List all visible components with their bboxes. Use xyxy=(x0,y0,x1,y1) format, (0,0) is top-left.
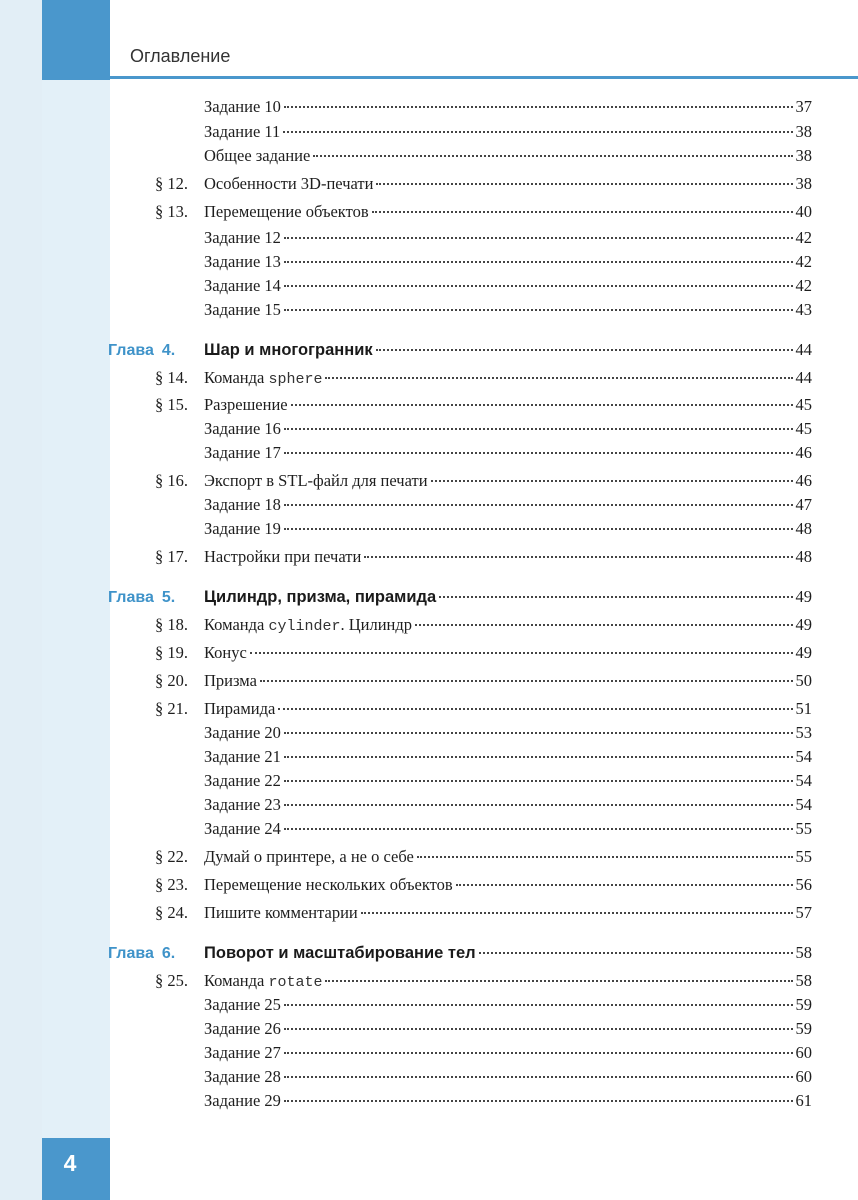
dot-leader xyxy=(431,480,793,482)
entry-title xyxy=(204,746,281,768)
entry-title-text: Шар и многогранник xyxy=(204,341,373,359)
entry-title-text: Задание 27 xyxy=(204,1043,281,1062)
dot-leader xyxy=(291,404,793,406)
page-ref: 42 xyxy=(795,228,812,247)
dot-leader xyxy=(278,708,792,710)
toc-chapter-entry[interactable] xyxy=(108,942,812,964)
dot-leader xyxy=(284,804,793,806)
code-keyword: rotate xyxy=(268,974,323,991)
entry-title-text: Задание 20 xyxy=(204,723,281,742)
toc-section-entry[interactable] xyxy=(155,970,812,992)
toc-task-entry[interactable] xyxy=(204,494,812,516)
entry-title-text: Конус xyxy=(204,643,247,662)
toc-task-entry[interactable] xyxy=(204,251,812,273)
entry-title-text: Задание 14 xyxy=(204,276,281,295)
page-ref: 43 xyxy=(795,300,812,319)
dot-leader xyxy=(284,828,793,830)
toc-task-entry[interactable] xyxy=(204,1066,812,1088)
toc-task-entry[interactable] xyxy=(204,227,812,249)
dot-leader xyxy=(479,952,793,954)
page-ref: 57 xyxy=(795,903,812,922)
dot-leader xyxy=(284,1100,793,1102)
chapter-word: Глава xyxy=(108,945,154,962)
page-ref: 42 xyxy=(795,252,812,271)
page-number: 4 xyxy=(63,1150,77,1176)
entry-title-text: Особенности 3D-печати xyxy=(204,174,374,193)
chapter-number: 4. xyxy=(161,342,176,359)
toc-section-entry[interactable] xyxy=(155,698,812,720)
page-ref: 45 xyxy=(795,395,812,414)
entry-title xyxy=(204,614,412,638)
dot-leader xyxy=(284,237,793,239)
entry-title-text: Задание 28 xyxy=(204,1067,281,1086)
toc-task-entry[interactable] xyxy=(204,794,812,816)
toc-task-entry[interactable] xyxy=(204,722,812,744)
entry-title xyxy=(204,518,281,540)
toc-section-entry[interactable] xyxy=(155,201,812,223)
entry-title-text: Задание 11 xyxy=(204,122,281,141)
entry-title-text: Перемещение объектов xyxy=(204,202,369,221)
entry-title-text: Команда xyxy=(204,615,265,634)
entry-title xyxy=(204,418,281,440)
entry-title xyxy=(204,121,280,143)
entry-title xyxy=(204,942,476,964)
entry-title-text: Задание 24 xyxy=(204,819,281,838)
page-ref: 38 xyxy=(795,122,812,141)
toc-section-entry[interactable] xyxy=(155,470,812,492)
entry-title-text: Задание 25 xyxy=(204,995,281,1014)
page-ref: 51 xyxy=(795,699,812,718)
page-ref: 56 xyxy=(795,875,812,894)
entry-title-text: Задание 16 xyxy=(204,419,281,438)
entry-title xyxy=(204,339,373,361)
entry-title xyxy=(204,546,361,568)
page-ref: 44 xyxy=(795,368,812,387)
entry-title xyxy=(204,201,369,223)
page-ref: 60 xyxy=(795,1067,812,1086)
dot-leader xyxy=(250,652,793,654)
entry-title xyxy=(204,642,247,664)
entry-title xyxy=(204,1090,281,1112)
dot-leader xyxy=(284,1028,793,1030)
dot-leader xyxy=(284,732,793,734)
dot-leader xyxy=(284,528,793,530)
page-ref: 58 xyxy=(795,943,812,962)
toc-task-entry[interactable] xyxy=(204,275,812,297)
chapter-label xyxy=(108,943,204,965)
toc-task-entry[interactable] xyxy=(204,1090,812,1112)
dot-leader xyxy=(325,377,792,379)
dot-leader xyxy=(361,912,793,914)
page-ref: 48 xyxy=(795,547,812,566)
toc-section-entry[interactable] xyxy=(155,874,812,896)
entry-title xyxy=(204,145,310,167)
toc-task-entry[interactable] xyxy=(204,1042,812,1064)
page-ref: 54 xyxy=(795,795,812,814)
section-mark: § 17. xyxy=(155,547,188,566)
entry-title xyxy=(204,846,414,868)
page-ref: 54 xyxy=(795,747,812,766)
toc-section-entry[interactable] xyxy=(155,846,812,868)
entry-title-text: Задание 13 xyxy=(204,252,281,271)
page-ref: 47 xyxy=(795,495,812,514)
page-ref: 55 xyxy=(795,847,812,866)
page-ref: 54 xyxy=(795,771,812,790)
dot-leader xyxy=(372,211,793,213)
dot-leader xyxy=(284,780,793,782)
entry-title-text: Задание 17 xyxy=(204,443,281,462)
dot-leader xyxy=(456,884,793,886)
entry-title-text: Задание 26 xyxy=(204,1019,281,1038)
page-ref: 58 xyxy=(795,971,812,990)
entry-title-text: Задание 18 xyxy=(204,495,281,514)
page-ref: 59 xyxy=(795,995,812,1014)
entry-title-suffix: . Цилиндр xyxy=(340,615,413,634)
toc-task-entry[interactable] xyxy=(204,818,812,840)
code-keyword: sphere xyxy=(268,371,323,388)
entry-title-text: Задание 10 xyxy=(204,97,281,116)
entry-title xyxy=(204,1042,281,1064)
entry-title xyxy=(204,994,281,1016)
entry-title-text: Задание 21 xyxy=(204,747,281,766)
page-ref: 40 xyxy=(795,202,812,221)
entry-title-text: Задание 22 xyxy=(204,771,281,790)
section-mark: § 23. xyxy=(155,875,188,894)
entry-title xyxy=(204,818,281,840)
page-ref: 42 xyxy=(795,276,812,295)
chapter-number: 6. xyxy=(161,945,176,962)
dot-leader xyxy=(284,1076,793,1078)
toc-section-entry[interactable] xyxy=(155,902,812,924)
entry-title-text: Общее задание xyxy=(204,146,311,165)
dot-leader xyxy=(284,428,793,430)
section-mark: § 19. xyxy=(155,643,188,662)
toc-section-entry[interactable] xyxy=(155,173,812,195)
entry-title-text: Задание 19 xyxy=(204,519,281,538)
page-ref: 45 xyxy=(795,419,812,438)
toc-chapter-entry[interactable] xyxy=(108,586,812,608)
section-mark: § 22. xyxy=(155,847,188,866)
dot-leader xyxy=(417,856,793,858)
page-ref: 37 xyxy=(795,97,812,116)
dot-leader xyxy=(284,285,793,287)
page-ref: 61 xyxy=(795,1091,812,1110)
toc-task-entry[interactable] xyxy=(204,994,812,1016)
page-ref: 44 xyxy=(795,340,812,359)
section-mark: § 21. xyxy=(155,699,188,718)
entry-title xyxy=(204,770,281,792)
entry-title-text: Задание 12 xyxy=(204,228,281,247)
entry-title xyxy=(204,173,373,195)
entry-title-text: Задание 29 xyxy=(204,1091,281,1110)
entry-title xyxy=(204,96,281,118)
entry-title-text: Разрешение xyxy=(204,395,288,414)
chapter-word: Глава xyxy=(108,589,154,606)
entry-title xyxy=(204,874,453,896)
entry-title-text: Экспорт в STL-файл для печати xyxy=(204,471,428,490)
dot-leader xyxy=(284,261,793,263)
section-mark: § 18. xyxy=(155,615,188,634)
entry-title-text: Перемещение нескольких объектов xyxy=(204,875,453,894)
dot-leader xyxy=(325,980,792,982)
section-mark: § 15. xyxy=(155,395,188,414)
entry-title-text: Цилиндр, призма, пирамида xyxy=(204,588,437,606)
page-ref: 46 xyxy=(795,443,812,462)
entry-title xyxy=(204,586,436,608)
dot-leader xyxy=(284,756,793,758)
dot-leader xyxy=(376,349,793,351)
entry-title-text: Призма xyxy=(204,671,257,690)
entry-title-text: Пирамида xyxy=(204,699,276,718)
entry-title xyxy=(204,367,322,391)
toc-task-entry[interactable] xyxy=(204,518,812,540)
toc-section-entry[interactable] xyxy=(155,546,812,568)
page-ref: 46 xyxy=(795,471,812,490)
dot-leader xyxy=(284,504,793,506)
entry-title-text: Настройки при печати xyxy=(204,547,362,566)
entry-title xyxy=(204,970,322,994)
chapter-label xyxy=(108,587,204,609)
page-ref: 38 xyxy=(795,174,812,193)
page-ref: 49 xyxy=(795,587,812,606)
toc-task-entry[interactable] xyxy=(204,96,812,118)
dot-leader xyxy=(284,106,793,108)
entry-title xyxy=(204,299,281,321)
entry-title-text: Задание 15 xyxy=(204,300,281,319)
entry-title-text: Задание 23 xyxy=(204,795,281,814)
toc-task-entry[interactable] xyxy=(204,418,812,440)
entry-title xyxy=(204,394,288,416)
entry-title xyxy=(204,275,281,297)
entry-title-text: Команда xyxy=(204,971,265,990)
entry-title xyxy=(204,902,358,924)
dot-leader xyxy=(284,1052,793,1054)
toc-task-entry[interactable] xyxy=(204,145,812,167)
entry-title xyxy=(204,1066,281,1088)
entry-title xyxy=(204,494,281,516)
toc-section-entry[interactable] xyxy=(155,394,812,416)
dot-leader xyxy=(364,556,792,558)
page-ref: 38 xyxy=(795,146,812,165)
page-ref: 49 xyxy=(795,615,812,634)
toc-task-entry[interactable] xyxy=(204,121,812,143)
section-mark: § 25. xyxy=(155,971,188,990)
dot-leader xyxy=(284,452,793,454)
page-ref: 60 xyxy=(795,1043,812,1062)
dot-leader xyxy=(260,680,793,682)
entry-title xyxy=(204,442,281,464)
toc-section-entry[interactable] xyxy=(155,367,812,389)
page-ref: 50 xyxy=(795,671,812,690)
toc-chapter-entry[interactable] xyxy=(108,339,812,361)
chapter-number: 5. xyxy=(161,589,176,606)
dot-leader xyxy=(439,596,792,598)
page-number-badge xyxy=(42,1138,110,1200)
page-ref: 59 xyxy=(795,1019,812,1038)
entry-title-text: Думай о принтере, а не о себе xyxy=(204,847,414,866)
page-ref: 48 xyxy=(795,519,812,538)
entry-title-text: Поворот и масштабирование тел xyxy=(204,944,476,962)
entry-title xyxy=(204,227,281,249)
page-ref: 53 xyxy=(795,723,812,742)
toc-task-entry[interactable] xyxy=(204,442,812,464)
toc-section-entry[interactable] xyxy=(155,614,812,636)
dot-leader xyxy=(284,1004,793,1006)
dot-leader xyxy=(415,624,792,626)
entry-title xyxy=(204,698,275,720)
dot-leader xyxy=(283,131,792,133)
running-title: Оглавление xyxy=(130,46,231,66)
entry-title xyxy=(204,722,281,744)
chapter-word: Глава xyxy=(108,342,154,359)
toc-task-entry[interactable] xyxy=(204,746,812,768)
entry-title xyxy=(204,251,281,273)
page-ref: 55 xyxy=(795,819,812,838)
section-mark: § 16. xyxy=(155,471,188,490)
entry-title-text: Команда xyxy=(204,368,265,387)
toc-section-entry[interactable] xyxy=(155,642,812,664)
section-mark: § 24. xyxy=(155,903,188,922)
entry-title xyxy=(204,794,281,816)
section-mark: § 20. xyxy=(155,671,188,690)
dot-leader xyxy=(313,155,792,157)
entry-title-text: Пишите комментарии xyxy=(204,903,358,922)
toc-task-entry[interactable] xyxy=(204,1018,812,1040)
chapter-label xyxy=(108,340,204,362)
entry-title xyxy=(204,670,257,692)
toc-section-entry[interactable] xyxy=(155,670,812,692)
dot-leader xyxy=(284,309,793,311)
page-ref: 49 xyxy=(795,643,812,662)
entry-title xyxy=(204,1018,281,1040)
entry-title xyxy=(204,470,428,492)
dot-leader xyxy=(376,183,792,185)
section-mark: § 12. xyxy=(155,174,188,193)
code-keyword: cylinder xyxy=(268,618,341,635)
toc-task-entry[interactable] xyxy=(204,299,812,321)
section-mark: § 13. xyxy=(155,202,188,221)
toc-task-entry[interactable] xyxy=(204,770,812,792)
section-mark: § 14. xyxy=(155,368,188,387)
